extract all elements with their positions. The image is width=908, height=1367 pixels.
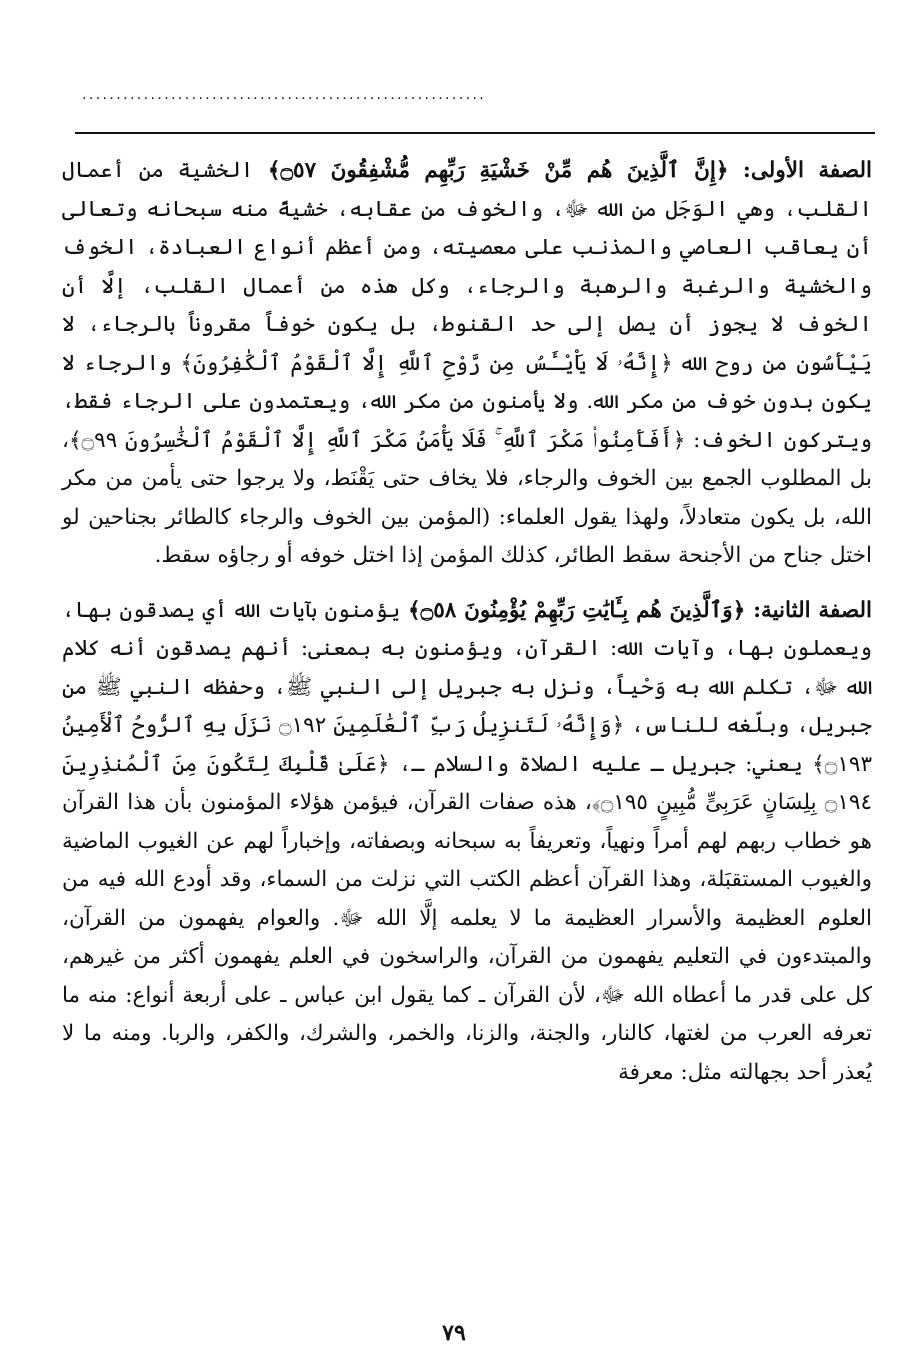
page-body	[62, 152, 872, 1092]
header-dotted-line: ...........................................................	[82, 88, 487, 102]
paragraph-text: يؤمنون بآيات الله أي يصدقون بها، ويعملون بها، وآيات الله: القرآن، ويؤمنون به بمعنى: أنهم يصدقون أنه كلام الله ﷻ، تكلم الله به وَحْياً، ونزل به جبريل إلى النبي ﷺ، وحفظه النبي ﷺ من جبريل، وبلّغه للناس، ﴿وَإِنَّهُۥ لَتَنزِيلُ رَبِّ ٱلْعَٰلَمِينَ ۝١٩٢ نَزَلَ بِهِ ٱلرُّوحُ ٱلْأَمِينُ ۝١٩٣﴾ يعني: جبريل ـ عليه الصلاة والسلام ـ، ﴿عَلَىٰ قَلْبِكَ لِتَكُونَ مِنَ ٱلْمُنذِرِينَ ۝١٩٤ بِلِسَانٍ عَرَبِىٍّ مُّبِينٍ ۝١٩٥﴾، هذه صفات القرآن، فيؤمن هؤلاء المؤمنون بأن هذا القرآن هو خطاب ربهم لهم أمراً ونهياً، وتعريفاً به سبحانه وبصفاته، وإخباراً لهم عن الغيوب الماضية والغيوب المستقبَلة، وهذا القرآن أعظم الكتب التي نزلت من السماء، وقد أودع الله فيه من العلوم العظيمة والأسرار العظيمة ما لا يعلمه إلَّا الله ﷻ. والعوام يفهمون من القرآن، والمبتدءون في التعليم يفهمون من القرآن، والراسخون في العلم يفهمون أكثر من غيرهم، كل على قدر ما أعطاه الله ﷻ، لأن القرآن ـ كما يقول ابن عباس ـ على أربعة أنواع: منه ما تعرفه العرب من لغتها، كالنار، والجنة، والزنا، والخمر، والشرك، والكفر، والربا. ومنه ما لا يُعذر أحد بجهالته مثل: معرفة	[62, 597, 872, 1085]
paragraph-first-quality	[62, 152, 872, 576]
section-heading: الصفة الأولى:	[742, 158, 872, 183]
quran-verse: ﴿إِنَّ ٱلَّذِينَ هُم مِّنْ خَشْيَةِ رَبِّهِم مُّشْفِقُونَ ۝٥٧﴾	[253, 158, 743, 183]
section-heading: الصفة الثانية:	[753, 597, 872, 623]
header-rule	[75, 132, 875, 134]
paragraph-second-quality	[62, 592, 872, 1093]
page-number: ٧٩	[442, 1320, 466, 1346]
paragraph-text: الخشية من أعمال القلب، وهي الوَجَل من الله ﷻ، والخوف من عقابه، خشيةً منه سبحانه وتعالى أن يعاقب العاصي والمذنب على معصيته، ومن أعظم أنواع العبادة، الخوف والخشية والرغبة والرهبة والرجاء، وكل هذه من أعمال القلب، إلَّا أن الخوف لا يجوز أن يصل إلى حد القنوط، بل يكون خوفاً مقروناً بالرجاء، لا يَيْأَسُون من روح الله ﴿إِنَّهُۥ لَا يَاْيْـَٔسُ مِن رَّوْحِ ٱللَّهِ إِلَّا ٱلْقَوْمُ ٱلْكَٰفِرُونَ﴾ والرجاء لا يكون بدون خوف من مكر الله. ولا يأمنون من مكر الله، ويعتمدون على الرجاء فقط، ويتركون الخوف: ﴿أَفَأَمِنُوا۟ مَكْرَ ٱللَّهِ ۚ فَلَا يَأْمَنُ مَكْرَ ٱللَّهِ إِلَّا ٱلْقَوْمُ ٱلْخَٰسِرُونَ ۝٩٩﴾، بل المطلوب الجمع بين الخوف والرجاء، فلا يخاف حتى يَقْنَط، ولا يرجوا حتى يأمن من مكر الله، بل يكون متعادلاً، ولهذا يقول العلماء: (المؤمن بين الخوف والرجاء كالطائر بجناحين لو اختل جناح من الأجنحة سقط الطائر، كذلك المؤمن إذا اختل خوفه أو رجاؤه سقط.	[62, 158, 872, 568]
quran-verse: ﴿وَٱلَّذِينَ هُم بِـَٔايَٰتِ رَبِّهِمْ يُؤْمِنُونَ ۝٥٨﴾	[400, 597, 754, 623]
